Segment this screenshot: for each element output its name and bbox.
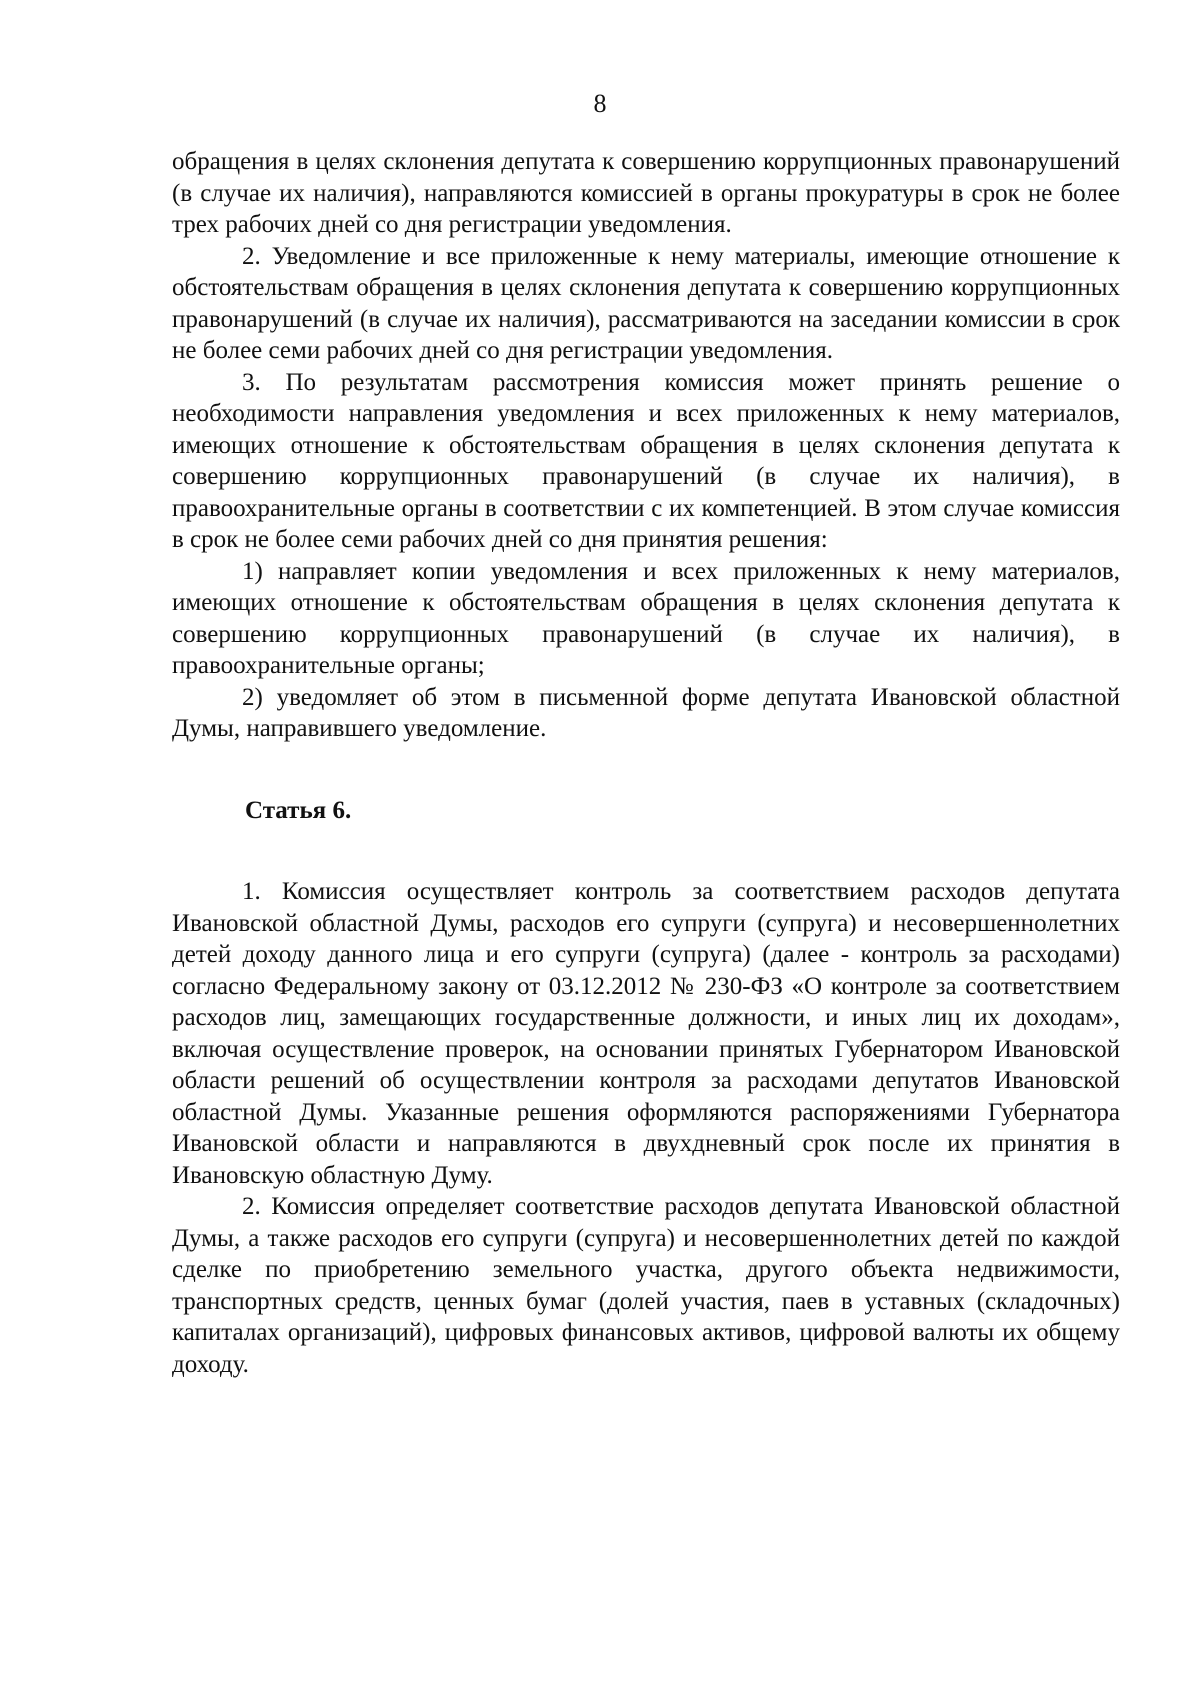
article-heading: Статья 6.: [245, 796, 352, 824]
article-6-paragraph-2: 2. Комиссия определяет соответствие расходов депутата Ивановской областной Думы, а также расходов его супруги (супруга) и несовершеннолетних детей по каждой сделке по приобретению земельного участка, другого объекта недвижимости, транспортных средств, ценных бумаг (долей участия, паев в уставных (складочных) капиталах организаций), цифровых финансовых активов, цифровой валюты их общему доходу.: [172, 1193, 1120, 1378]
page-number: 8: [593, 89, 607, 118]
article-6-paragraph-1: 1. Комиссия осуществляет контроль за соответствием расходов депутата Ивановской областной Думы, расходов его супруги (супруга) и несовершеннолетних детей доходу данного лица и его супруги (супруга) (далее - контроль за расходами) согласно Федеральному закону от 03.12.2012 № 230-ФЗ «О контроле за соответствием расходов лиц, замещающих государственные должности, и иных лиц их доходам», включая осуществление проверок, на основании принятых Губернатором Ивановской области решений об осуществлении контроля за расходами депутатов Ивановской областной Думы. Указанные решения оформляются распоряжениями Губернатора Ивановской области и направляются в двухдневный срок после их принятия в Ивановскую областную Думу.: [172, 878, 1120, 1189]
document-body: [172, 146, 1120, 1380]
paragraph-continuation: обращения в целях склонения депутата к совершению коррупционных правонарушений (в случае их наличия), направляются комиссией в органы прокуратуры в срок не более трех рабочих дней со дня регистрации уведомления.: [172, 148, 1120, 238]
paragraph-item-3: 3. По результатам рассмотрения комиссия может принять решение о необходимости направления уведомления и всех приложенных к нему материалов, имеющих отношение к обстоятельствам обращения в целях склонения депутата к совершению коррупционных правонарушений (в случае их наличия), в правоохранительные органы в соответствии с их компетенцией. В этом случае комиссия в срок не более семи рабочих дней со дня принятия решения:: [172, 368, 1120, 553]
paragraph-item-2: 2. Уведомление и все приложенные к нему материалы, имеющие отношение к обстоятельствам обращения в целях склонения депутата к совершению коррупционных правонарушений (в случае их наличия), рассматриваются на заседании комиссии в срок не более семи рабочих дней со дня регистрации уведомления.: [172, 242, 1120, 364]
subparagraph-item-2: 2) уведомляет об этом в письменной форме депутата Ивановской областной Думы, направившего уведомление.: [172, 683, 1120, 742]
subparagraph-item-1: 1) направляет копии уведомления и всех приложенных к нему материалов, имеющих отношение к обстоятельствам обращения в целях склонения депутата к совершению коррупционных правонарушений (в случае их наличия), в правоохранительные органы;: [172, 557, 1120, 679]
